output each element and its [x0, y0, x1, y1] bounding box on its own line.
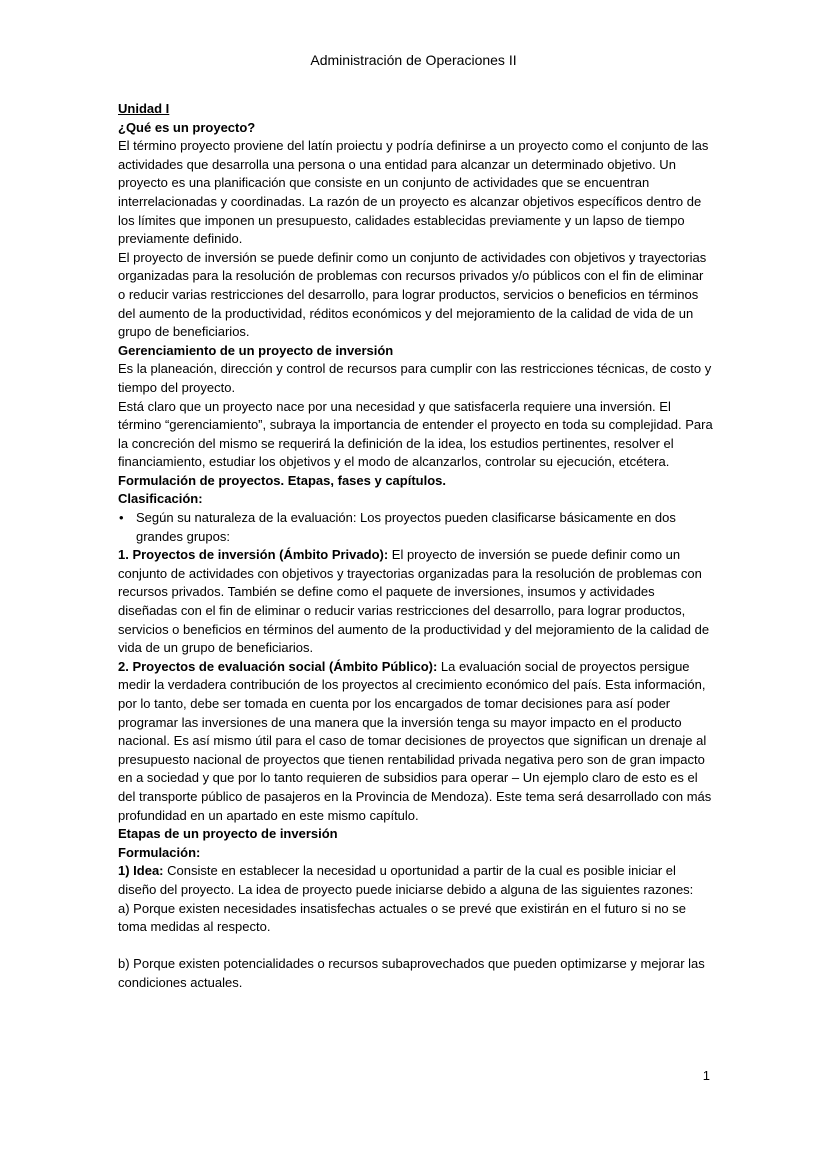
item-label: 1) Idea:	[118, 863, 164, 879]
document-body	[118, 100, 714, 993]
blank-line	[118, 937, 714, 956]
page-number: 1	[702, 1068, 710, 1083]
section-heading-que-es: ¿Qué es un proyecto?	[118, 119, 256, 135]
bullet-text: Según su naturaleza de la evaluación: Los proyectos pueden clasificarse básicamente en dos grandes grupos:	[136, 510, 676, 544]
unit-label: Unidad I	[118, 101, 170, 116]
paragraph: Está claro que un proyecto nace por una necesidad y que satisfacerla requiere una inversión. El término “gerenciamiento”, subraya la importancia de entender el proyecto en toda su complejidad. Para la concreción del mismo se requerirá la definición de la idea, los estudios pertinentes, resolver el financiamiento, estudiar los objetivos y el modo de alcanzarlos, controlar su ejecución, etcétera.	[118, 398, 713, 470]
item-label: 2. Proyectos de evaluación social (Ámbito Público):	[118, 658, 438, 674]
section-heading-gerenciamiento: Gerenciamiento de un proyecto de inversión	[118, 342, 394, 358]
numbered-item-2	[118, 658, 714, 825]
subheading-clasificacion: Clasificación:	[118, 491, 203, 507]
item-text: El proyecto de inversión se puede definir como un conjunto de actividades con objetivos y trayectorias organizadas para la resolución de problemas con recursos privados. También se define como el paquete de inversiones, insumos y actividades diseñadas con el fin de eliminar o reducir varias restricciones del desarrollo, para lograr productos, servicios o beneficios en términos del aumento de la productividad y del mejoramiento de la calidad de vida de un grupo de beneficiarios.	[118, 547, 710, 656]
page-header-title: Administración de Operaciones II	[310, 52, 517, 68]
reason-b: b) Porque existen potencialidades o recursos subaprovechados que pueden optimizarse y mejorar las condiciones actuales.	[118, 956, 705, 990]
section-heading-etapas: Etapas de un proyecto de inversión	[118, 826, 338, 842]
section-heading-formulacion: Formulación de proyectos. Etapas, fases y capítulos.	[118, 472, 446, 488]
bullet-icon: •	[119, 510, 124, 526]
bullet-item	[118, 509, 714, 546]
paragraph: El proyecto de inversión se puede definir como un conjunto de actividades con objetivos y trayectorias organizadas para la resolución de problemas con recursos privados y/o públicos con el fin de eliminar o reducir varias restricciones del desarrollo, para lograr productos, servicios o beneficios en términos del aumento de la productividad, réditos económicos y del mejoramiento de la calidad de vida de un grupo de beneficiarios.	[118, 249, 707, 340]
subheading-formulacion: Formulación:	[118, 844, 201, 860]
idea-item	[118, 862, 714, 899]
item-label: 1. Proyectos de inversión (Ámbito Privado):	[118, 547, 389, 563]
item-text: Consiste en establecer la necesidad u oportunidad a partir de la cual es posible iniciar el diseño del proyecto. La idea de proyecto puede iniciarse debido a alguna de las siguientes razones:	[118, 863, 694, 897]
reason-a: a) Porque existen necesidades insatisfechas actuales o se prevé que existirán en el futuro si no se toma medidas al respecto.	[118, 900, 687, 935]
paragraph: El término proyecto proviene del latín proiectu y podría definirse a un proyecto como el conjunto de las actividades que desarrolla una persona o una entidad para alcanzar un determinado objetivo. Un proyecto es una planificación que consiste en un conjunto de actividades que se encuentran interrelacionadas y coordinadas. La razón de un proyecto es alcanzar objetivos específicos dentro de los límites que imponen un presupuesto, calidades establecidas previamente y un lapso de tiempo previamente definido.	[118, 138, 709, 247]
numbered-item-1	[118, 546, 714, 658]
paragraph: Es la planeación, dirección y control de recursos para cumplir con las restricciones técnicas, de costo y tiempo del proyecto.	[118, 361, 712, 395]
item-text: La evaluación social de proyectos persigue medir la verdadera contribución de los proyectos al crecimiento económico del país. Esta información, por lo tanto, debe ser tomada en cuenta por los encargados de tomar decisiones para así poder programar las inversiones de una manera que la inversión tenga su mayor impacto en el producto nacional. Es así mismo útil para el caso de tomar decisiones de proyectos que significan un drenaje al presupuesto nacional de proyectos que tienen rentabilidad privada negativa pero son de gran impacto en a sociedad y que por lo tanto requieren de subsidios para operar – Un ejemplo claro de esto es el del transporte público de pasajeros en la Provincia de Mendoza). Este tema será desarrollado con más profundidad en un apartado en este mismo capítulo.	[118, 658, 712, 823]
